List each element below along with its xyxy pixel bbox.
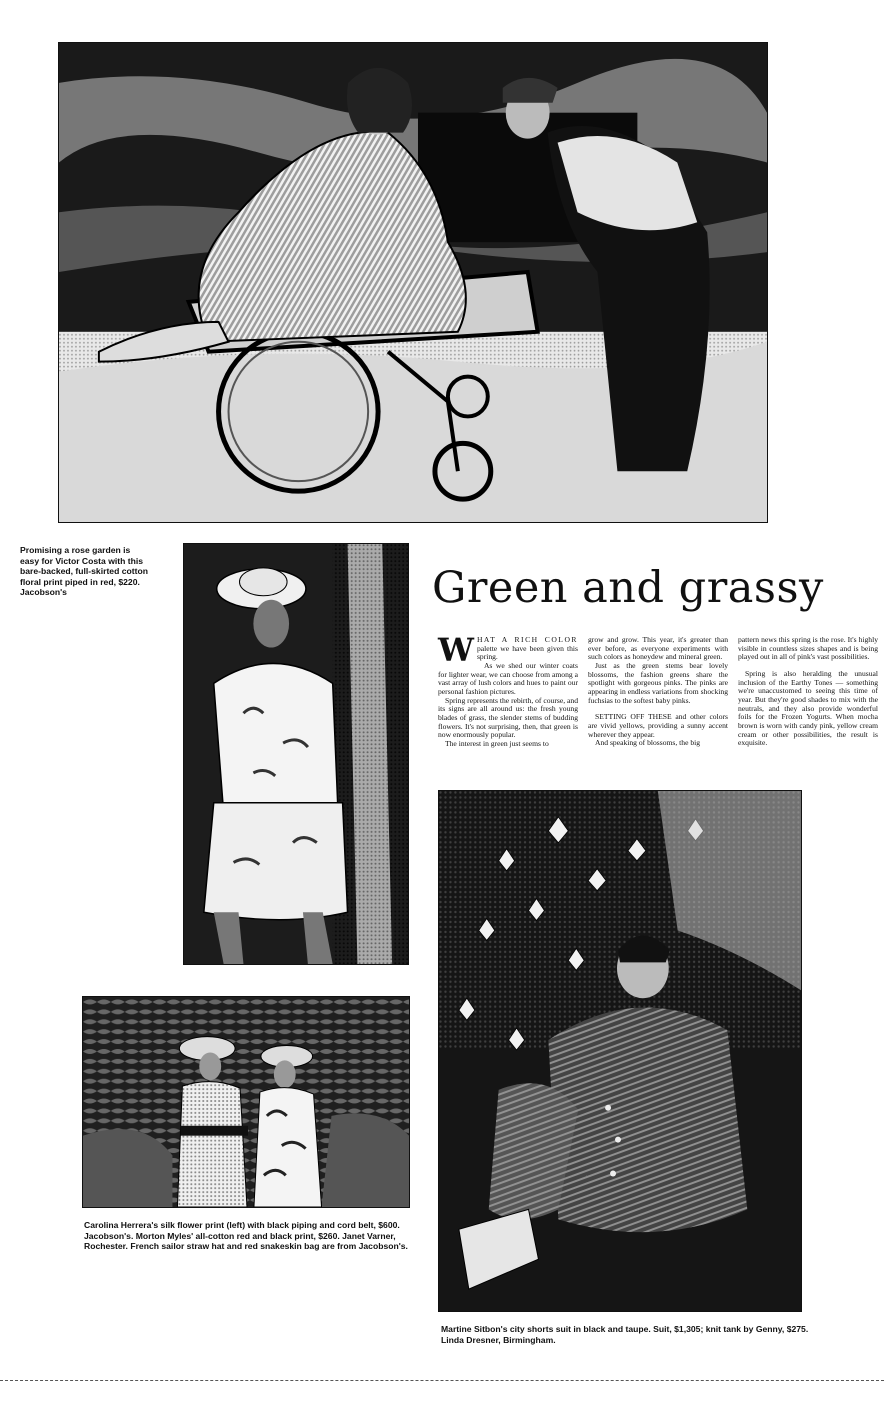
photo-garden-cart [58,42,768,523]
col1-p2: As we shed our winter coats for lighter wear, we can choose from among a vast array of lush colors and hues to paint our personal fashion pictures. [438,660,578,696]
photo-woman-hat [183,543,409,965]
caption-sitbon: Martine Sitbon's city shorts suit in black and taupe. Suit, $1,305; knit tank by Genny, $275. Linda Dresner, Birmingham. [441,1324,809,1345]
article-column-1 [438,631,578,749]
lead-rest: HAT A RICH COLOR [476,635,578,644]
col2-p2: Just as the green stems bear lovely blossoms, the fashion greens share the spotlight with gorgeous pinks. The pinks are appearing in endless variations from shocking fuchsias to the softest baby pinks. [588,660,728,705]
article-column-3 [738,636,878,748]
caption-rose-garden: Promising a rose garden is easy for Victor Costa with this bare-backed, full-skirted cotton floral print piped in red, $220. Jacobson's [20,545,148,598]
col3-p2: Spring is also heralding the unusual inclusion of the Earthy Tones — something we're unaccustomed to seeing this time of year. But they're good shades to mix with the neutrals, and they also provide wonderful foils for the Frozen Yogurts. When mocha brown is worn with candy pink, yellow cream cream or other possibilities, the result is exquisite. [738,668,878,748]
col2-p4: And speaking of blossoms, the big [595,738,701,748]
photo-two-women [82,996,410,1208]
lead-paragraph [438,631,578,669]
article-column-2 [588,636,728,748]
col1-p1: palette we have been given this spring. [476,643,578,662]
col2-p1: grow and grow. This year, it's greater than ever before, as everyone experiments with such colors as honeydew and mineral green. [588,635,728,662]
photo-two-women-art [83,997,409,1207]
photo-garden-cart-art [59,43,767,522]
caption-herrera: Carolina Herrera's silk flower print (left) with black piping and cord belt, $600. Jacobson's. Morton Myles' all-cotton red and black print, $260. Janet Varner, Rochester. French sailor straw hat and red snakeskin bag are from Jacobson's. [84,1220,408,1252]
col3-p1: pattern news this spring is the rose. It's highly visible in countless sizes shapes and is being played out in all of pink's vast possibilities. [738,635,878,662]
photo-woman-flowers [438,790,802,1312]
photo-woman-hat-art [184,544,408,964]
col1-p3: Spring represents the rebirth, of course, and its signs are all around us: the fresh young blades of grass, the slender stems of budding flowers. It's not surprising, then, that green is now enormously popular. [438,695,578,740]
headline: Green and grassy [432,563,824,613]
footer-rule [0,1380,884,1381]
col1-p4: The interest in green just seems to [445,738,549,748]
col2-p3: SETTING OFF THESE and other colors are vivid yellows, providing a sunny accent wherever they appear. [588,712,728,739]
photo-woman-flowers-art [439,791,801,1311]
drop-cap: W [438,631,474,669]
